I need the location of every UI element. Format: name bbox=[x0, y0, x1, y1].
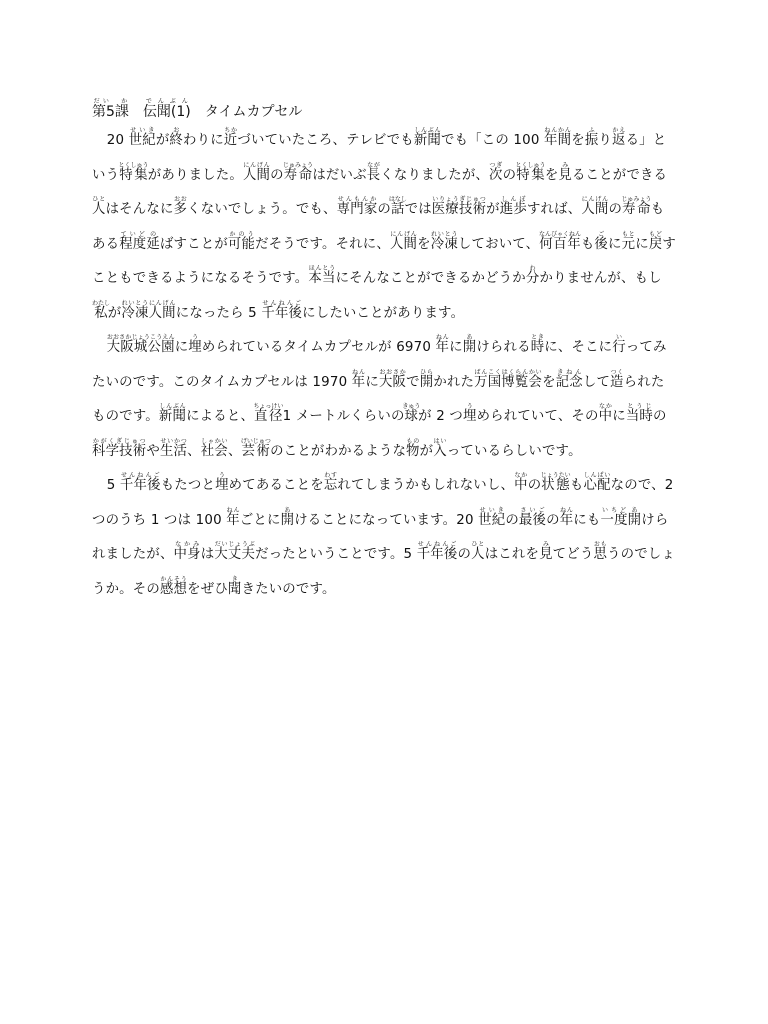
furigana: だいじょうぶ bbox=[214, 541, 256, 548]
text-run: も bbox=[569, 478, 584, 493]
ruby-word: 球きゅう bbox=[402, 403, 421, 424]
text-run: かりませんが、もし bbox=[539, 271, 662, 286]
ruby-word: 大阪おおさか bbox=[378, 368, 407, 390]
furigana: ばんこくはくらんかい bbox=[474, 368, 543, 376]
ruby-word: 延の bbox=[146, 230, 160, 252]
text-run: の bbox=[608, 202, 623, 217]
furigana: にんげん bbox=[581, 196, 609, 203]
text-run: ごとに bbox=[239, 512, 281, 528]
lesson-title bbox=[92, 98, 302, 122]
text-run: 、 bbox=[227, 443, 242, 459]
ruby-word: 開あ bbox=[280, 506, 295, 528]
ruby-word: 医療技術いりょうぎじゅつ bbox=[431, 196, 487, 217]
text-run: だそうです。それに、 bbox=[255, 236, 390, 252]
text-run: けられましたが、 bbox=[92, 512, 669, 562]
furigana: じょうたい bbox=[540, 472, 571, 479]
text-run: に bbox=[449, 340, 463, 355]
text-run: に bbox=[365, 374, 379, 390]
ruby-word: 分わ bbox=[525, 265, 540, 286]
furigana: いりょうぎじゅつ bbox=[431, 196, 487, 203]
text-run: くないでしょう。でも、 bbox=[187, 202, 337, 217]
ruby-word: 人ひと bbox=[471, 541, 485, 562]
ruby-word: 特集とくしゅう bbox=[118, 161, 149, 183]
text-run: の bbox=[546, 512, 560, 528]
furigana: せんねんご bbox=[416, 541, 458, 548]
furigana: ちょっけい bbox=[253, 403, 284, 410]
furigana: ちか bbox=[223, 127, 238, 134]
ruby-word: 記念きねん bbox=[555, 368, 583, 390]
text-run: うのでしょうか。その bbox=[92, 547, 675, 597]
lesson-topic-ruby: でんぶん bbox=[142, 98, 191, 105]
text-run: っているらしいです。 bbox=[446, 443, 582, 459]
text-run: では bbox=[404, 202, 432, 217]
furigana: なか bbox=[598, 403, 613, 410]
ruby-word: 振ふ bbox=[584, 127, 599, 148]
furigana: せんねんご bbox=[261, 299, 303, 307]
furigana: なか bbox=[514, 472, 528, 479]
ruby-word: 元もと bbox=[621, 230, 636, 252]
furigana: ねん bbox=[351, 368, 366, 376]
furigana: せんねんご bbox=[119, 472, 161, 479]
ruby-word: 寿命じゅみょう bbox=[621, 196, 652, 217]
text-run: のことがわかるような bbox=[270, 443, 407, 459]
ruby-word: 芸術げいじゅつ bbox=[240, 437, 271, 459]
text-run: かれた bbox=[433, 374, 475, 390]
text-run: はこれを bbox=[484, 547, 540, 562]
furigana: しんぶん bbox=[413, 127, 441, 134]
lesson-topic bbox=[142, 98, 191, 120]
furigana: じゅみょう bbox=[283, 161, 314, 169]
furigana: れいとう bbox=[430, 230, 458, 238]
ruby-word: 人間にんげん bbox=[581, 196, 609, 217]
furigana: わ bbox=[525, 265, 540, 272]
ruby-word: 当時とうじ bbox=[625, 403, 653, 424]
text-run: 、 bbox=[187, 443, 201, 459]
ruby-word: 特集とくしゅう bbox=[515, 161, 546, 183]
ruby-word: 人間にんげん bbox=[389, 230, 418, 252]
text-run: きたいのです。 bbox=[241, 581, 336, 597]
ruby-word: 中なか bbox=[514, 472, 528, 493]
text-run: に bbox=[612, 409, 626, 424]
ruby-word: 程度ていど bbox=[119, 230, 147, 252]
furigana: ほんとう bbox=[308, 265, 336, 272]
furigana: あ bbox=[280, 506, 295, 514]
ruby-word: 千年後せんねんご bbox=[261, 299, 303, 321]
furigana: なんびゃくねん bbox=[539, 230, 582, 238]
text-run: もたつと bbox=[160, 478, 216, 493]
lesson-subtitle: タイムカプセル bbox=[204, 104, 303, 120]
text-run: にしたいことがあります。 bbox=[302, 305, 465, 321]
text-run: がありました。 bbox=[147, 167, 243, 183]
ruby-word: 開あ bbox=[462, 334, 477, 355]
text-run: られたものです。 bbox=[92, 374, 665, 424]
text-run: でも「この 100 bbox=[441, 133, 545, 148]
furigana: はい bbox=[433, 437, 447, 445]
ruby-word: 近ちか bbox=[223, 127, 238, 148]
ruby-word: 物もの bbox=[406, 437, 420, 459]
text-run: に bbox=[635, 236, 649, 252]
text-run: によると、 bbox=[186, 409, 255, 424]
ruby-word: 新聞しんぶん bbox=[158, 403, 187, 424]
furigana: う bbox=[462, 403, 477, 410]
furigana: れいとうにんげん bbox=[121, 299, 176, 307]
text-run: てどう bbox=[552, 547, 594, 562]
ruby-word: 人間にんげん bbox=[242, 161, 271, 183]
paragraph-3 bbox=[92, 469, 676, 607]
text-run: けられる bbox=[476, 340, 531, 355]
ruby-word: 生活せいかつ bbox=[159, 437, 188, 459]
furigana: き bbox=[227, 575, 242, 583]
paragraph-2 bbox=[92, 331, 676, 469]
lesson-ruby-dai: だい bbox=[92, 98, 113, 105]
ruby-word: 話はなし bbox=[388, 196, 407, 217]
ruby-word: 多おお bbox=[173, 196, 188, 217]
furigana: ていど bbox=[119, 230, 147, 238]
ruby-word: 見み bbox=[558, 161, 573, 183]
text-run: すれば、 bbox=[526, 202, 582, 217]
ruby-word: 開ひら bbox=[419, 368, 434, 390]
text-run: すこともできるようになるそうです。 bbox=[92, 236, 676, 286]
ruby-word: 一度いちど bbox=[600, 506, 628, 528]
text-run: 20 bbox=[106, 133, 129, 148]
text-run: づいていたころ、テレビでも bbox=[237, 133, 414, 148]
furigana: わたし bbox=[92, 299, 111, 307]
ruby-word: 後ご bbox=[594, 230, 608, 252]
furigana: きねん bbox=[555, 368, 583, 376]
furigana: ねん bbox=[435, 334, 450, 341]
ruby-word: 開あ bbox=[627, 506, 642, 528]
furigana: とうじ bbox=[625, 403, 653, 410]
text-run: の bbox=[505, 512, 519, 528]
ruby-word: 入はい bbox=[433, 437, 447, 459]
text-run: れてしまうかもしれないし、 bbox=[337, 478, 515, 493]
text-run: を bbox=[544, 167, 559, 183]
ruby-word: 時とき bbox=[530, 334, 545, 355]
ruby-word: 新聞しんぶん bbox=[413, 127, 441, 148]
ruby-word: 千年後せんねんご bbox=[416, 541, 458, 562]
ruby-word: 次つぎ bbox=[489, 161, 503, 183]
ruby-word: 年ねん bbox=[559, 506, 574, 528]
furigana: ふ bbox=[584, 127, 599, 134]
article-body bbox=[92, 124, 676, 607]
ruby-word: 年ねん bbox=[226, 506, 240, 528]
lesson-ruby-ka: か bbox=[121, 98, 129, 105]
furigana: おおさかじょうこうえん bbox=[106, 334, 175, 341]
furigana: ねん bbox=[226, 506, 240, 514]
furigana: しんぱい bbox=[583, 472, 611, 479]
furigana: の bbox=[146, 230, 160, 238]
ruby-word: 忘わす bbox=[323, 472, 338, 493]
text-run: を bbox=[542, 374, 556, 390]
lesson-number bbox=[92, 98, 129, 120]
text-run: に bbox=[608, 236, 622, 252]
lesson-number-text: 第5課 bbox=[92, 104, 129, 120]
furigana: う bbox=[215, 472, 229, 479]
furigana: なかみ bbox=[173, 541, 201, 548]
furigana: ねん bbox=[559, 506, 574, 514]
ruby-word: 万国博覧会ばんこくはくらんかい bbox=[474, 368, 543, 390]
ruby-word: 可能かのう bbox=[227, 230, 256, 252]
text-run: が bbox=[107, 305, 122, 321]
ruby-word: 世紀せいき bbox=[478, 506, 506, 528]
text-run: ってみたいのです。このタイムカプセルは 1970 bbox=[92, 340, 667, 390]
furigana: おも bbox=[593, 541, 608, 548]
ruby-word: 聞き bbox=[227, 575, 242, 597]
text-run: で bbox=[406, 374, 420, 390]
furigana: わす bbox=[323, 472, 338, 479]
furigana: つぎ bbox=[489, 161, 503, 169]
furigana: じゅみょう bbox=[621, 196, 652, 203]
text-run: が 2 つ bbox=[418, 409, 463, 424]
furigana: あ bbox=[627, 506, 642, 514]
ruby-word: 長なが bbox=[366, 161, 381, 183]
furigana: とき bbox=[530, 334, 545, 341]
text-run: の bbox=[653, 409, 667, 424]
furigana: ご bbox=[594, 230, 608, 238]
ruby-word: 行い bbox=[612, 334, 626, 355]
furigana: かんそう bbox=[159, 575, 188, 583]
furigana: もと bbox=[621, 230, 636, 238]
ruby-word: 埋う bbox=[215, 472, 229, 493]
furigana: お bbox=[169, 127, 183, 134]
furigana: きゅう bbox=[402, 403, 421, 410]
text-run: や bbox=[146, 443, 160, 459]
text-run: ることができる bbox=[572, 167, 668, 183]
ruby-word: 大阪城公園おおさかじょうこうえん bbox=[106, 334, 175, 355]
text-run: の bbox=[502, 167, 517, 183]
furigana: い bbox=[612, 334, 626, 341]
text-run: に、そこに bbox=[544, 340, 613, 355]
text-run: になったら 5 bbox=[175, 305, 262, 321]
text-run: る」という bbox=[92, 133, 667, 183]
furigana: かがくぎじゅつ bbox=[92, 437, 147, 445]
ruby-word: 年間ねんかん bbox=[544, 127, 572, 148]
ruby-word: 冷凍人間れいとうにんげん bbox=[121, 299, 176, 321]
text-run: に bbox=[174, 340, 189, 355]
ruby-word: 何百年なんびゃくねん bbox=[539, 230, 582, 252]
text-run: も bbox=[580, 236, 595, 252]
text-run: が bbox=[155, 133, 170, 148]
text-run: にも bbox=[573, 512, 601, 528]
furigana: かえ bbox=[612, 127, 626, 134]
ruby-word: 世紀せいき bbox=[128, 127, 156, 148]
ruby-word: 状態じょうたい bbox=[540, 472, 571, 493]
ruby-word: 寿命じゅみょう bbox=[283, 161, 314, 183]
ruby-word: 造つく bbox=[610, 368, 624, 390]
text-run: められていて、その bbox=[476, 409, 599, 424]
furigana: み bbox=[558, 161, 572, 169]
ruby-word: 心配しんぱい bbox=[583, 472, 611, 493]
ruby-word: 中なか bbox=[598, 403, 613, 424]
furigana: しゃかい bbox=[200, 437, 228, 445]
ruby-word: 専門家せんもんか bbox=[336, 196, 378, 217]
ruby-word: 科学技術かがくぎじゅつ bbox=[92, 437, 147, 459]
text-run: はだいぶ bbox=[312, 167, 367, 183]
text-run: の bbox=[527, 478, 542, 493]
furigana: せんもんか bbox=[336, 196, 378, 203]
ruby-word: 私わたし bbox=[92, 299, 111, 321]
ruby-word: 中身なかみ bbox=[173, 541, 201, 562]
ruby-word: 冷凍れいとう bbox=[430, 230, 458, 252]
furigana: ねんかん bbox=[544, 127, 572, 134]
furigana: げいじゅつ bbox=[240, 437, 271, 445]
furigana: にんげん bbox=[389, 230, 418, 238]
text-run: しておいて、 bbox=[457, 236, 540, 252]
text-run: を bbox=[417, 236, 431, 252]
ruby-word: 返かえ bbox=[612, 127, 626, 148]
text-run: なので、2 つのうち 1 つは 100 bbox=[92, 478, 674, 528]
furigana: つく bbox=[610, 368, 624, 376]
text-run: もある bbox=[92, 202, 665, 252]
text-run: の bbox=[270, 167, 284, 183]
furigana: とくしゅう bbox=[118, 161, 149, 169]
text-run: められているタイムカプセルが 6970 bbox=[201, 340, 436, 355]
furigana: せいき bbox=[478, 506, 506, 514]
text-run: わりに bbox=[183, 133, 224, 148]
text-run: めてあることを bbox=[228, 478, 324, 493]
lesson-topic-text: 伝聞(1) bbox=[142, 104, 191, 120]
text-run: をぜひ bbox=[187, 581, 228, 597]
furigana: なが bbox=[366, 161, 381, 169]
text-run: くなりましたが、 bbox=[380, 167, 490, 183]
furigana: にんげん bbox=[242, 161, 271, 169]
furigana: あ bbox=[462, 334, 477, 341]
ruby-word: 年ねん bbox=[435, 334, 450, 355]
ruby-word: 終お bbox=[169, 127, 184, 148]
furigana: ひと bbox=[471, 541, 485, 548]
furigana: もど bbox=[648, 230, 663, 238]
ruby-word: 本当ほんとう bbox=[308, 265, 336, 286]
text-run: 1 メートルくらいの bbox=[282, 409, 405, 424]
furigana: み bbox=[539, 541, 553, 548]
ruby-word: 埋う bbox=[462, 403, 477, 424]
text-run: だったということです。5 bbox=[255, 547, 417, 562]
text-run: はそんなに bbox=[105, 202, 174, 217]
furigana: しんぽ bbox=[499, 196, 527, 203]
text-run: にそんなことができるかどうか bbox=[335, 271, 526, 286]
furigana: かのう bbox=[227, 230, 256, 238]
furigana: しんぶん bbox=[158, 403, 187, 410]
furigana: さいご bbox=[518, 506, 547, 514]
furigana: いちど bbox=[600, 506, 628, 514]
text-run: の bbox=[457, 547, 472, 562]
ruby-word: 埋う bbox=[188, 334, 202, 355]
furigana: おお bbox=[173, 196, 188, 203]
ruby-word: 見み bbox=[539, 541, 553, 562]
furigana: せいかつ bbox=[159, 437, 188, 445]
furigana: とくしゅう bbox=[515, 161, 546, 169]
ruby-word: 千年後せんねんご bbox=[119, 472, 161, 493]
ruby-word: 思おも bbox=[593, 541, 608, 562]
text-run: が bbox=[419, 443, 434, 459]
text-run: を bbox=[571, 133, 585, 148]
ruby-word: 人ひと bbox=[92, 196, 106, 217]
text-run: は bbox=[200, 547, 215, 562]
text-run: り bbox=[598, 133, 612, 148]
text-run: して bbox=[582, 374, 611, 390]
ruby-word: 直径ちょっけい bbox=[253, 403, 284, 424]
ruby-word: 戻もど bbox=[648, 230, 663, 252]
furigana: せいき bbox=[128, 127, 156, 134]
furigana: はなし bbox=[388, 196, 407, 203]
ruby-word: 大丈夫だいじょうぶ bbox=[214, 541, 256, 562]
furigana: ひと bbox=[92, 196, 106, 203]
text-run: が bbox=[486, 202, 500, 217]
furigana: ひら bbox=[419, 368, 434, 376]
furigana: もの bbox=[406, 437, 420, 445]
text-run: 5 bbox=[106, 478, 120, 493]
furigana: おおさか bbox=[378, 368, 407, 376]
ruby-word: 年ねん bbox=[351, 368, 366, 390]
ruby-word: 最後さいご bbox=[518, 506, 547, 528]
ruby-word: 社会しゃかい bbox=[200, 437, 228, 459]
text-run: ばすことが bbox=[159, 236, 228, 252]
paragraph-1 bbox=[92, 124, 676, 331]
ruby-word: 進歩しんぽ bbox=[499, 196, 527, 217]
ruby-word: 感想かんそう bbox=[159, 575, 188, 597]
text-run: の bbox=[377, 202, 392, 217]
text-run: けることになっています。20 bbox=[294, 512, 479, 528]
furigana: う bbox=[188, 334, 202, 341]
